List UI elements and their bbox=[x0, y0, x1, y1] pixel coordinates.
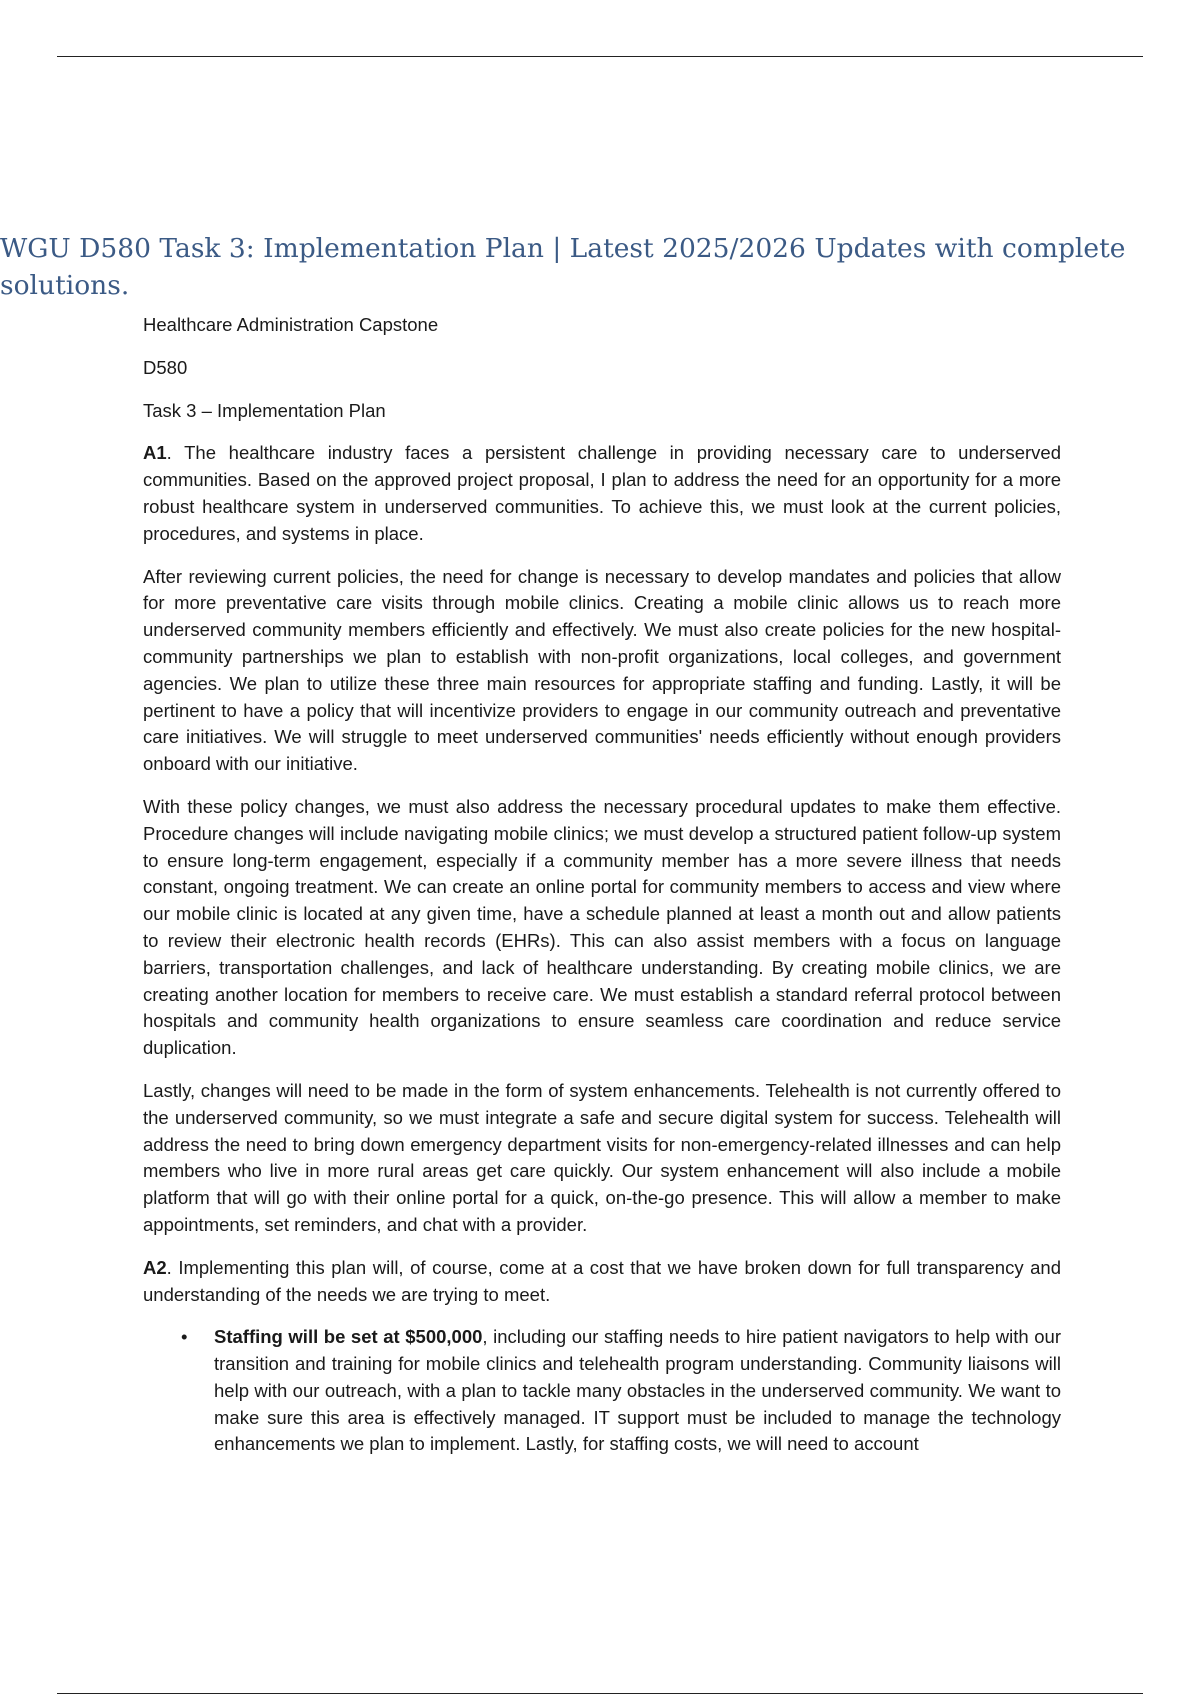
section-a2-label: A2 bbox=[143, 1256, 167, 1278]
section-a2-intro bbox=[143, 1255, 1061, 1309]
section-a1-paragraph-3: With these policy changes, we must also address the necessary procedural updates to make them effective. Procedure changes will include navigating mobile clinics; we must develop a structured patient follow-up system to ensure long-term engagement, especially if a community member has a more severe illness that needs constant, ongoing treatment. We can create an online portal for community members to access and view where our mobile clinic is located at any given time, have a schedule planned at least a month out and allow patients to review their electronic health records (EHRs). This can also assist members with a focus on language barriers, transportation challenges, and lack of healthcare understanding. By creating mobile clinics, we are creating another location for members to receive care. We must establish a standard referral protocol between hospitals and community health organizations to ensure seamless care coordination and reduce service duplication. bbox=[143, 795, 1061, 1059]
task-name: Task 3 – Implementation Plan bbox=[143, 399, 386, 421]
section-a2-intro-text: . Implementing this plan will, of course, come at a cost that we have broken down for full transparency and understanding of the needs we are trying to meet. bbox=[143, 1256, 1061, 1305]
course-name: Healthcare Administration Capstone bbox=[143, 314, 439, 335]
course-code: D580 bbox=[143, 356, 188, 378]
bullet-icon: • bbox=[181, 1326, 188, 1348]
bullet-text: , including our staffing needs to hire patient navigators to help with our transition and training for mobile clinics and telehealth program understanding. Community liaisons will help with our outreach, with a plan to tackle many obstacles in the underserved community. We want to make sure this area is effectively managed. IT support must be included to manage the technology enhancements we plan to implement. Lastly, for staffing costs, we will need to account bbox=[214, 1326, 1061, 1455]
list-item bbox=[143, 1324, 1061, 1458]
section-a1-paragraph-2: After reviewing current policies, the need for change is necessary to develop mandates and policies that allow for more preventative care visits through mobile clinics. Creating a mobile clinic allows us to reach more underserved community members efficiently and effectively. We must also create policies for the new hospital-community partnerships we plan to establish with non-profit organizations, local colleges, and government agencies. We plan to utilize these three main resources for appropriate staffing and funding. Lastly, it will be pertinent to have a policy that will incentivize providers to engage in our community outreach and preventative care initiatives. We will struggle to meet underserved communities' needs efficiently without enough providers onboard with our initiative. bbox=[143, 565, 1061, 775]
bullet-lead: Staffing will be set at $500,000 bbox=[214, 1326, 483, 1348]
section-a1-paragraph-1 bbox=[143, 440, 1061, 547]
bottom-rule bbox=[57, 1693, 1143, 1694]
section-a1-label: A1 bbox=[143, 442, 167, 464]
document-title: WGU D580 Task 3: Implementation Plan | Latest 2025/2026 Updates with complete solutions. bbox=[0, 233, 1126, 301]
section-a1-text-1: . The healthcare industry faces a persistent challenge in providing necessary care to underserved communities. Based on the approved project proposal, I plan to address the need for an opportunity for a more robust healthcare system in underserved communities. To achieve this, we must look at the current policies, procedures, and systems in place. bbox=[143, 442, 1061, 544]
cost-bullet-list bbox=[143, 1324, 1061, 1458]
top-rule bbox=[57, 56, 1143, 57]
section-a1-paragraph-4: Lastly, changes will need to be made in the form of system enhancements. Telehealth is not currently offered to the underserved community, so we must integrate a safe and secure digital system for success. Telehealth will address the need to bring down emergency department visits for non-emergency-related illnesses and can help members who live in more rural areas get care quickly. Our system enhancement will also include a mobile platform that will go with their online portal for a quick, on-the-go presence. This will allow a member to make appointments, set reminders, and chat with a provider. bbox=[143, 1079, 1061, 1235]
document-body bbox=[143, 312, 1061, 1458]
